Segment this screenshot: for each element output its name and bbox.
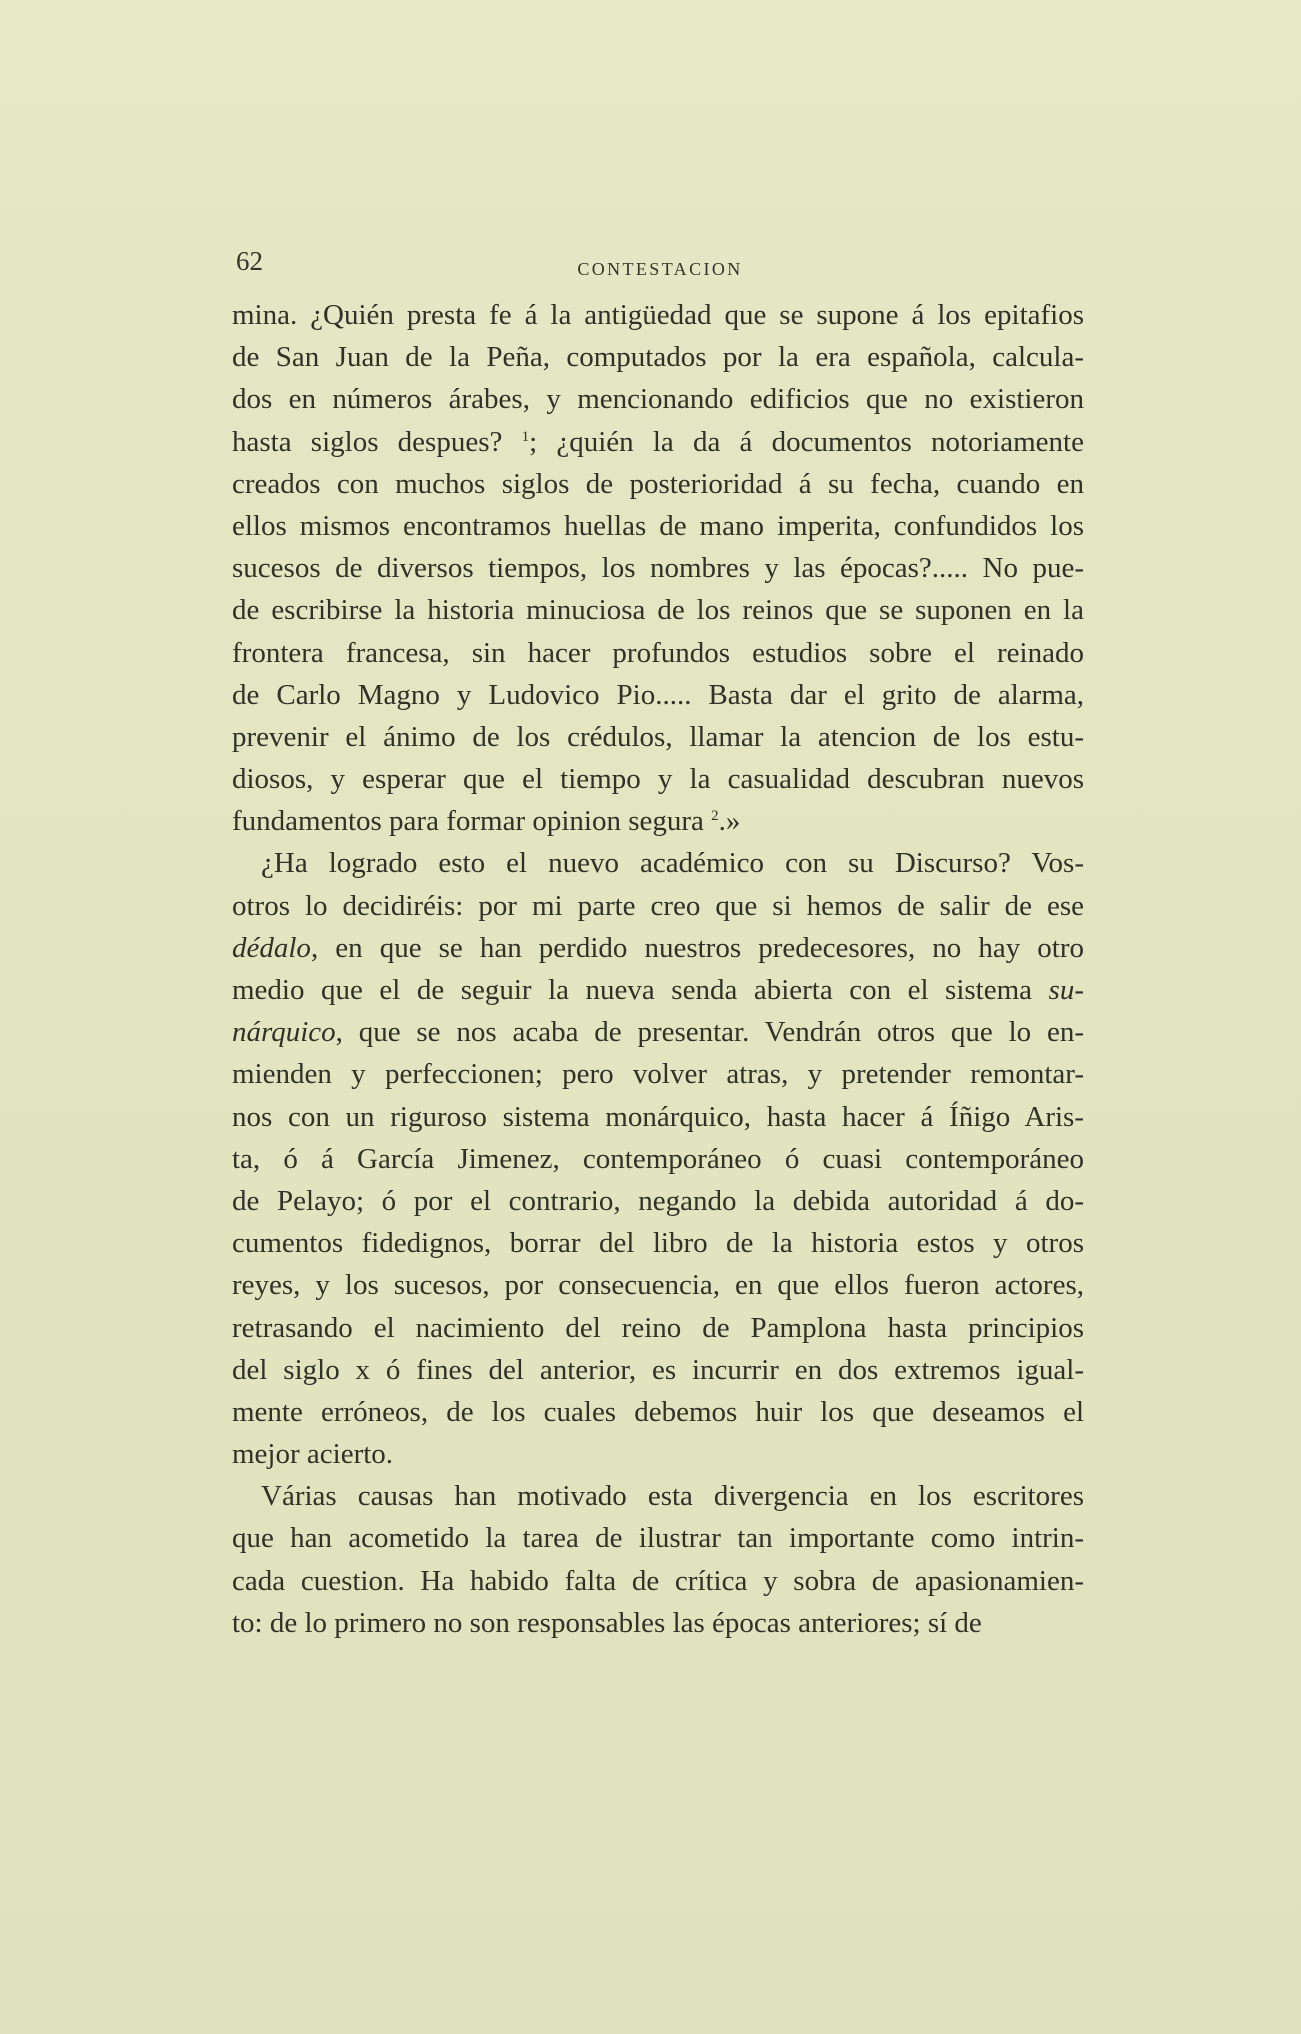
text-line xyxy=(232,1264,1084,1306)
text-run: cada cuestion. Ha habido falta de crítica y sobra de apasionamien- xyxy=(232,1564,1084,1597)
text-run: , en que se han perdido nuestros predecesores, no hay otro xyxy=(310,931,1084,964)
text-line xyxy=(232,885,1084,927)
text-line xyxy=(232,1433,1084,1475)
text-run: diosos, y esperar que el tiempo y la casualidad descubran nuevos xyxy=(232,763,1084,796)
text-run: de San Juan de la Peña, computados por la era española, calcula- xyxy=(232,341,1084,374)
text-line xyxy=(232,294,1084,336)
text-line xyxy=(232,800,1084,842)
text-line xyxy=(232,1053,1084,1095)
text-line xyxy=(232,1349,1084,1391)
page-number: 62 xyxy=(236,246,263,276)
text-line xyxy=(232,1011,1084,1053)
text-run: sucesos de diversos tiempos, los nombres y las épocas?..... No pue- xyxy=(232,552,1084,585)
text-line xyxy=(232,1096,1084,1138)
text-run: de Carlo Magno y Ludovico Pio..... Basta dar el grito de alarma, xyxy=(232,678,1084,711)
paragraph xyxy=(232,1475,1084,1644)
text-run: ; ¿quién la da á documentos notoriamente xyxy=(529,425,1084,458)
text-run: creados con muchos siglos de posterioridad á su fecha, cuando en xyxy=(232,467,1084,500)
text-line xyxy=(232,1391,1084,1433)
text-line xyxy=(232,1475,1084,1517)
text-line xyxy=(232,969,1084,1011)
footnote-marker: 1 xyxy=(521,428,530,445)
text-run: prevenir el ánimo de los crédulos, llamar la atencion de los estu- xyxy=(232,720,1084,753)
text-run: ellos mismos encontramos huellas de mano imperita, confundidos los xyxy=(232,509,1084,542)
footnote-marker: 2 xyxy=(711,808,719,825)
text-run: nos con un riguroso sistema monárquico, hasta hacer á Íñigo Aris- xyxy=(232,1100,1084,1133)
text-run: retrasando el nacimiento del reino de Pamplona hasta principios xyxy=(232,1311,1084,1344)
text-line xyxy=(232,589,1084,631)
text-run: medio que el de seguir la nueva senda abierta con el sistema xyxy=(232,974,1049,1006)
text-line xyxy=(232,758,1084,800)
text-run: ¿Ha logrado esto el nuevo académico con su Discurso? Vos- xyxy=(261,847,1084,880)
text-line xyxy=(232,378,1084,420)
text-line xyxy=(232,632,1084,674)
paragraph xyxy=(232,294,1084,842)
text-line xyxy=(232,463,1084,505)
text-run: fundamentos para formar opinion segura xyxy=(232,805,712,838)
text-run: de escribirse la historia minuciosa de los reinos que se suponen en la xyxy=(232,594,1084,627)
text-line xyxy=(232,1560,1084,1602)
text-line xyxy=(232,842,1084,884)
text-line xyxy=(232,1307,1084,1349)
text-run: reyes, y los sucesos, por consecuencia, en que ellos fueron actores, xyxy=(232,1269,1084,1302)
text-line xyxy=(232,505,1084,547)
text-run: otros lo decidiréis: por mi parte creo que si hemos de salir de ese xyxy=(232,889,1084,922)
text-run: cumentos fidedignos, borrar del libro de la historia estos y otros xyxy=(232,1227,1084,1260)
text-run: mente erróneos, de los cuales debemos huir los que deseamos el xyxy=(232,1395,1084,1428)
text-line xyxy=(232,336,1084,378)
running-title: CONTESTACION xyxy=(577,259,743,279)
text-line xyxy=(232,674,1084,716)
text-line xyxy=(232,1222,1084,1264)
text-run: mina. ¿Quién presta fe á la antigüedad que se supone á los epitafios xyxy=(232,299,1084,331)
text-run: Várias causas han motivado esta divergencia en los escritores xyxy=(261,1480,1084,1513)
text-run: del siglo x ó fines del anterior, es incurrir en dos extremos igual- xyxy=(232,1353,1084,1386)
text-line xyxy=(232,927,1084,969)
text-run: to: de lo primero no son responsables las épocas anteriores; sí de xyxy=(232,1606,982,1639)
paragraph xyxy=(232,842,1084,1475)
italic-term: dédalo xyxy=(232,931,311,964)
text-run: .» xyxy=(718,805,741,838)
body-text xyxy=(232,294,1084,1644)
text-line xyxy=(232,1602,1084,1644)
running-head xyxy=(236,246,1084,286)
text-run: dos en números árabes, y mencionando edificios que no existieron xyxy=(232,383,1084,416)
italic-term: su- xyxy=(1048,974,1084,1006)
text-run: de Pelayo; ó por el contrario, negando la debida autoridad á do- xyxy=(232,1184,1084,1217)
text-run: mejor acierto. xyxy=(232,1438,394,1471)
text-line xyxy=(232,1517,1084,1559)
text-line xyxy=(232,547,1084,589)
text-line xyxy=(232,1180,1084,1222)
text-run: hasta siglos despues? xyxy=(232,425,522,458)
text-run: mienden y perfeccionen; pero volver atras, y pretender remontar- xyxy=(232,1058,1084,1091)
text-line xyxy=(232,421,1084,463)
text-run: frontera francesa, sin hacer profundos estudios sobre el reinado xyxy=(232,636,1084,669)
text-line xyxy=(232,716,1084,758)
italic-term: nárquico xyxy=(232,1016,336,1049)
text-run: , que se nos acaba de presentar. Vendrán otros que lo en- xyxy=(335,1016,1084,1049)
text-run: ta, ó á García Jimenez, contemporáneo ó cuasi contemporáneo xyxy=(232,1142,1084,1175)
text-run: que han acometido la tarea de ilustrar tan importante como intrin- xyxy=(232,1522,1084,1555)
text-line xyxy=(232,1138,1084,1180)
